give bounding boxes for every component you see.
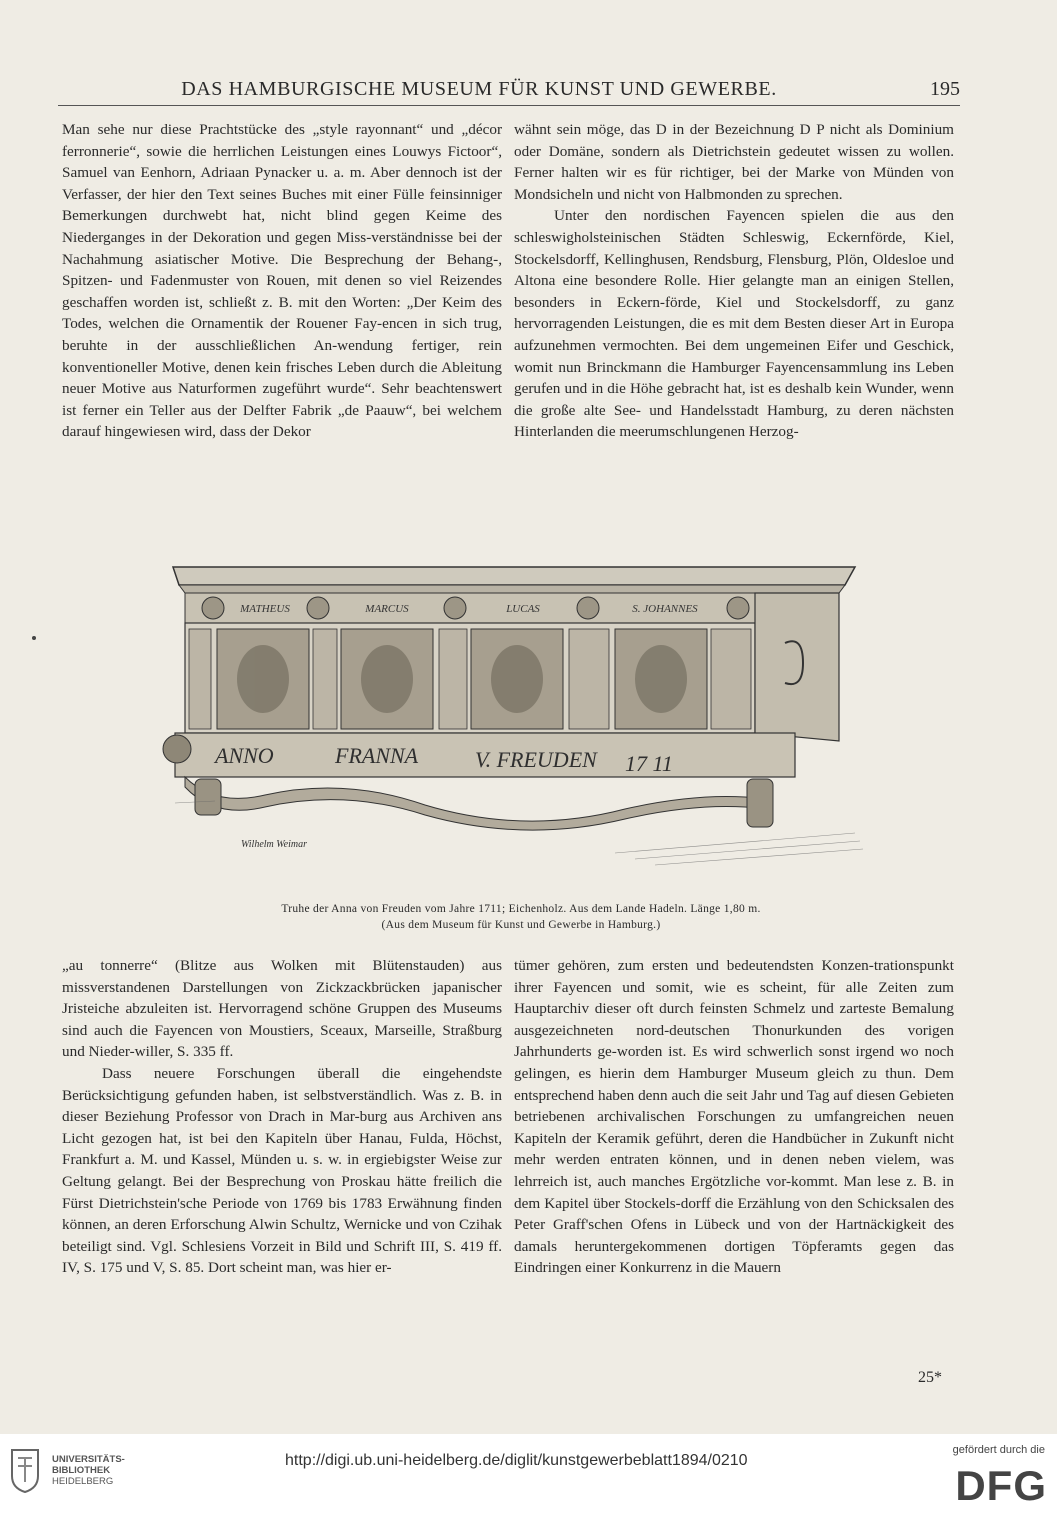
header-rule (58, 105, 960, 106)
paragraph: „au tonnerre“ (Blitze aus Wolken mit Blütenstauden) aus missverstandenen Darstellungen von Zickzackbrücken japanischer Jristeiche abzuleiten ist. Hervorragend schöne Gruppen des Museums sind auch die Fayencen von Moustiers, Sceaux, Marseille, Straßburg und Nieder-willer, S. 335 ff. (62, 957, 502, 1061)
chest-side (755, 593, 839, 741)
chest-illustration (155, 553, 865, 875)
column-bottom-left (62, 955, 502, 1279)
inscription-base: ANNO (215, 743, 274, 768)
inscription-top: LUCAS (506, 603, 540, 615)
scan-speck (32, 636, 36, 640)
column-top-right (514, 119, 954, 443)
lion-head (163, 735, 191, 763)
paragraph: Dass neuere Forschungen überall die eingehendste Berücksichtigung gefunden haben, ist selbstverständlich. Was z. B. in dieser Beziehung Professor von Drach in Mar-burg aus Archiven ans Licht gezogen hat, ist bei den Kapiteln über Hanau, Fulda, Höchst, Frankfurt a. M. und Kassel, Münden u. s. w. in ergiebigster Weise zur Geltung gelangt. Bei der Besprechung von Proskau hätte freilich die Fürst Dietrichstein'sche Periode von 1769 bis 1783 Erwähnung finden können, an deren Erforschung Alwin Schultz, Wernicke und von Czihak beteiligt sind. Vgl. Schlesiens Vorzeit in Bild und Schrift III, S. 419 ff. IV, S. 175 und V, S. 85. Dort scheint man, was hier er- (62, 1064, 502, 1277)
signature-mark: 25* (918, 1369, 942, 1386)
chest-foot (747, 779, 773, 827)
chest-foot (195, 779, 221, 815)
dfg-logo: DFG (955, 1462, 1047, 1509)
inscription-base: V. FREUDEN (475, 747, 597, 772)
university-logo-icon (8, 1446, 42, 1494)
page-number: 195 (930, 78, 960, 100)
figure-caption (100, 901, 942, 933)
inscription-top: S. JOHANNES (632, 603, 698, 615)
caption-line: Truhe der Anna von Freuden vom Jahre 1711; Eichenholz. Aus dem Lande Hadeln. Länge 1,80 m. (281, 903, 761, 915)
library-name: UNIVERSITÄTS- BIBLIOTHEK HEIDELBERG (52, 1454, 125, 1487)
permalink-url[interactable]: http://digi.ub.uni-heidelberg.de/diglit/kunstgewerbeblatt1894/0210 (285, 1452, 748, 1469)
chest-lid (173, 567, 855, 585)
inscription-top: MARCUS (365, 603, 409, 615)
inscription-top: MATHEUS (240, 603, 290, 615)
inscription-base: 17 11 (625, 751, 673, 776)
caption-line: (Aus dem Museum für Kunst und Gewerbe in Hamburg.) (381, 919, 661, 931)
column-top-left (62, 119, 502, 443)
paragraph: Man sehe nur diese Prachtstücke des „style rayonnant“ und „décor ferronnerie“, sowie die herrlichen Leistungen eines Louwys Fictoor“, Samuel van Eenhorn, Adriaan Pynacker u. a. m. Aber dennoch ist der Verfasser, der hier den Text seines Buches mit einer Fülle feinsinniger Bemerkungen durchwebt hat, nicht blind gegen Keime des Niederganges in der Dekoration und gegen Miss-verständnisse bei der Nachahmung asiatischer Motive. Die Besprechung der Behang-, Spitzen- und Fadenmuster von Rouen, mit denen so viel Reizendes geschaffen worden ist, schließt z. B. mit den Worten: „Der Keim des Todes, welchen die Ornamentik der Rouener Fay-encen in sich trug, beruhte in der ausschließlichen An-wendung fertiger, rein konventioneller Motive, denen kein frisches Leben durch die Ableitung neuer Motive aus Naturformen zugeführt wurde“. Sehr beachtenswert ist ferner ein Teller aus der Delfter Fabrik „de Paauw“, bei welchem darauf hingewiesen wird, dass der Dekor (62, 121, 502, 441)
paragraph: tümer gehören, zum ersten und bedeutendsten Konzen-trationspunkt ihrer Fayencen und somit, wie es scheint, für alle Zeiten zum Hauptarchiv dieser oft durch feinsten Schmelz und zarteste Bemalung ausgezeichneten nord-deutschen Thonurkunden des vorigen Jahrhunderts ge-worden ist. Es wird schwerlich sonst irgend wo noch gelingen, es hierin dem Hamburger Museum gleich zu thun. Dem entsprechend haben denn auch die seit Jahr und Tag auf diesen Gebieten betriebenen archivalischen Forschungen zu umfangreichen neuen Kapiteln der Keramik geführt, deren die Handbücher in Zukunft nicht mehr werden entraten können, und in denen neben vielem, was lehrreich ist, auch manches Ergötzliche vor-kommt. Man lese z. B. in dem Kapitel über Stockels-dorff die Erzählung von den Schicksalen des Peter Graff'schen Ofens in Lübeck und von der Hartnäckigkeit des damals heruntergekommenen dortigen Töpferamts gegen das Eindringen einer Konkurrenz in die Mauern (514, 957, 954, 1277)
paragraph: wähnt sein möge, das D in der Bezeichnung D P nicht als Dominium oder Domäne, sondern als Dietrichstein gedeutet wissen zu wollen. Ferner halten wir es für richtiger, bei der Marke von Münden von Mondsicheln und nicht von Halbmonden zu sprechen. (514, 121, 954, 203)
page-header (58, 78, 960, 104)
footer-bar (0, 1434, 1057, 1514)
column-bottom-right (514, 955, 954, 1279)
funded-by-label: gefördert durch die (952, 1444, 1045, 1456)
paragraph: Unter den nordischen Fayencen spielen die aus den schleswigholsteinischen Städten Schleswig, Eckernförde, Kiel, Stockelsdorff, Kellinghusen, Rendsburg, Flensburg, Plön, Oldesloe und Altona eine besondere Rolle. Hier gelangte man an einigen Stellen, besonders in Eckern-förde, Kiel und Stockelsdorff, zu ganz hervorragenden Leistungen, die es mit dem Besten dieser Art in Europa aufzunehmen vermochten. Bei dem ungemeinen Eifer und Geschick, womit nun Brinckmann die Hamburger Fayencensammlung ins Leben gerufen und in die Höhe gebracht hat, ist es deshalb kein Wunder, wenn die große alte See- und Handelsstadt Hamburg, zu deren nächsten Hinterlanden die meerumschlungenen Herzog- (514, 207, 954, 441)
inscription-base: FRANNA (335, 743, 419, 768)
running-title: DAS HAMBURGISCHE MUSEUM FÜR KUNST UND GEWERBE. (181, 78, 777, 100)
artist-signature: Wilhelm Weimar (241, 839, 308, 850)
